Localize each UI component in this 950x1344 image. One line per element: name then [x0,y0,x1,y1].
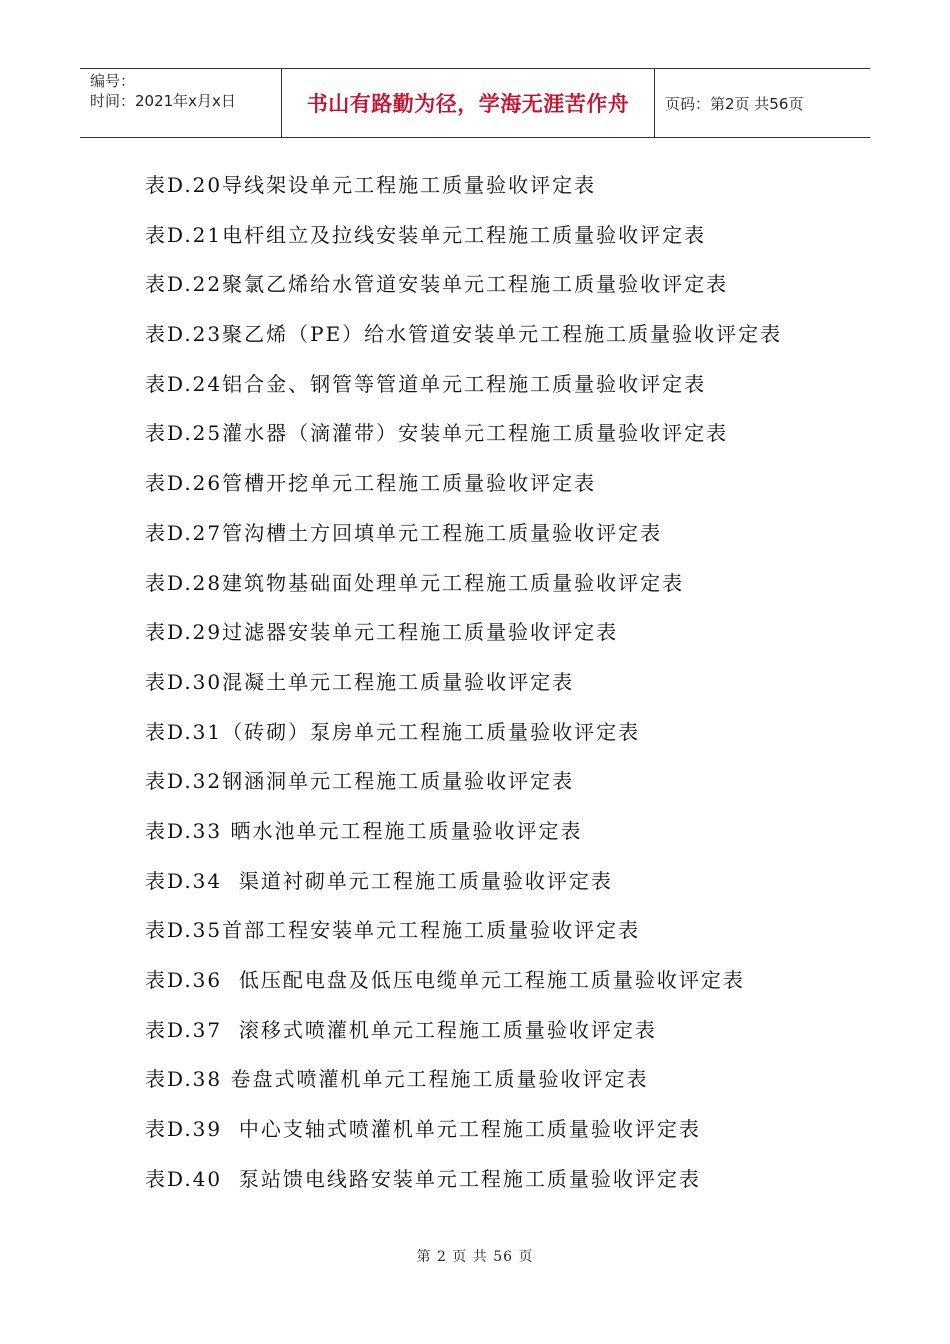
list-item: 表D.23聚乙烯（PE）给水管道安装单元工程施工质量验收评定表 [145,322,783,347]
header-page-info: 页码：第2页 共56页 [665,94,804,113]
list-item: 表D.31（砖砌）泵房单元工程施工质量验收评定表 [145,719,641,744]
document-number-label: 编号： [90,72,136,90]
list-item: 表D.26管槽开挖单元工程施工质量验收评定表 [145,471,597,496]
list-item: 表D.27管沟槽土方回填单元工程施工质量验收评定表 [145,520,663,545]
table-list [145,166,865,1209]
list-item: 表D.21电杆组立及拉线安装单元工程施工质量验收评定表 [145,222,707,247]
list-item: 表D.40 泵站馈电线路安装单元工程施工质量验收评定表 [145,1166,701,1191]
list-item: 表D.25灌水器（滴灌带）安装单元工程施工质量验收评定表 [145,421,729,446]
list-item: 表D.39 中心支轴式喷灌机单元工程施工质量验收评定表 [145,1117,701,1142]
page-header [80,68,870,138]
list-item: 表D.29过滤器安装单元工程施工质量验收评定表 [145,620,619,645]
list-item: 表D.38 卷盘式喷灌机单元工程施工质量验收评定表 [145,1067,649,1092]
header-meta [80,69,281,137]
list-item: 表D.34 渠道衬砌单元工程施工质量验收评定表 [145,868,613,893]
list-item: 表D.28建筑物基础面处理单元工程施工质量验收评定表 [145,570,685,595]
list-item: 表D.20导线架设单元工程施工质量验收评定表 [145,173,597,197]
page-footer: 第 2 页 共 56 页 [416,1249,534,1265]
list-item: 表D.22聚氯乙烯给水管道安装单元工程施工质量验收评定表 [145,272,729,297]
document-date: 时间：2021年x月x日 [90,92,236,110]
list-item: 表D.30混凝土单元工程施工质量验收评定表 [145,669,575,694]
list-item: 表D.32钢涵洞单元工程施工质量验收评定表 [145,769,575,794]
list-item: 表D.36 低压配电盘及低压电缆单元工程施工质量验收评定表 [145,968,745,992]
list-item: 表D.35首部工程安装单元工程施工质量验收评定表 [145,918,641,943]
list-item: 表D.24铝合金、钢管等管道单元工程施工质量验收评定表 [145,371,707,396]
list-item: 表D.37 滚移式喷灌机单元工程施工质量验收评定表 [145,1017,657,1042]
list-item: 表D.33 晒水池单元工程施工质量验收评定表 [145,818,583,843]
header-motto: 书山有路勤为径，学海无涯苦作舟 [281,69,655,137]
